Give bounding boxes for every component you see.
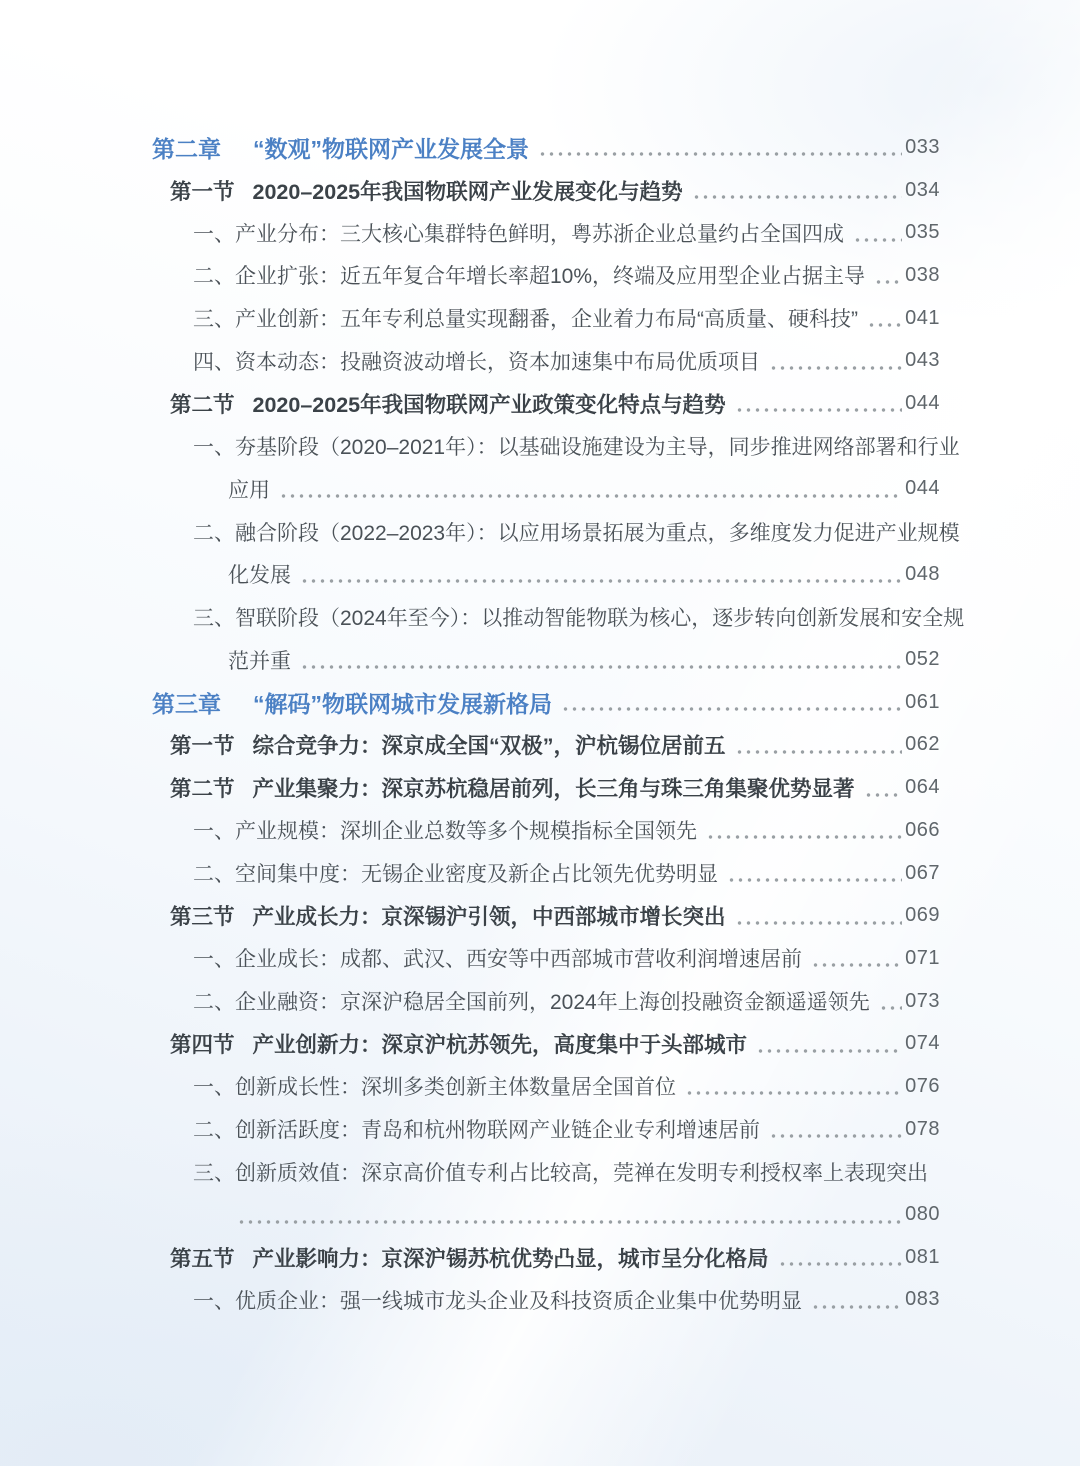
- toc-row-label: 第一节: [170, 734, 235, 759]
- toc-page-number: 035: [905, 221, 940, 244]
- toc-row-title: 三、创新质效值：深京高价值专利占比较高，莞禅在发明专利授权率上表现突出: [193, 1161, 928, 1185]
- toc-row-title: 一、夯基阶段（2020–2021年）：以基础设施建设为主导，同步推进网络部署和行业: [193, 436, 960, 460]
- toc-page-number: 043: [905, 349, 940, 372]
- toc-page-number: 048: [905, 562, 940, 585]
- toc-row-title: 化发展: [228, 564, 291, 588]
- toc-row: [152, 126, 940, 169]
- dot-leader: [727, 878, 902, 882]
- toc-page-number: 034: [905, 178, 940, 201]
- toc-row: [152, 809, 940, 852]
- toc-page-number: 074: [905, 1032, 940, 1055]
- dot-leader: [300, 579, 902, 583]
- toc-row: [152, 852, 940, 895]
- toc-row-title: 二、融合阶段（2022–2023年）：以应用场景拓展为重点，多维度发力促进产业规模: [193, 521, 960, 545]
- dot-leader: [756, 1049, 902, 1053]
- toc-row: [152, 510, 960, 553]
- toc-row-label: 第二章: [152, 135, 221, 162]
- toc-row: [152, 297, 940, 340]
- dot-leader: [279, 494, 902, 498]
- toc-row-title: 综合竞争力：深京成全国“双极”，沪杭锡位居前五: [252, 734, 726, 759]
- toc-row: [152, 766, 940, 809]
- toc-row-title: 三、产业创新：五年专利总量实现翻番，企业着力布局“高质量、硬科技”: [193, 308, 858, 332]
- toc-row-title: 二、企业扩张：近五年复合年增长率超10%，终端及应用型企业占据主导: [193, 265, 866, 289]
- toc-page-number: 067: [905, 861, 940, 884]
- toc-row: [152, 553, 940, 596]
- toc-row: [152, 1065, 940, 1108]
- toc-row-title: 一、创新成长性：深圳多类创新主体数量居全国首位: [193, 1076, 676, 1100]
- toc-row: [152, 425, 960, 468]
- toc-row-title: 产业创新力：深京沪杭苏领先，高度集中于头部城市: [252, 1033, 748, 1058]
- toc-row-title: 四、资本动态：投融资波动增长，资本加速集中布局优质项目: [193, 350, 760, 374]
- toc-row: [152, 681, 940, 724]
- dot-leader: [879, 1006, 902, 1010]
- toc-row-label: 第五节: [170, 1246, 235, 1271]
- toc-row-title: 应用: [228, 478, 270, 502]
- toc-row-label: 第三章: [152, 690, 221, 717]
- toc-row: [152, 596, 965, 639]
- dot-leader: [853, 238, 902, 242]
- toc-row-title: 一、产业分布：三大核心集群特色鲜明，粤苏浙企业总量约占全国四成: [193, 222, 844, 246]
- dot-leader: [706, 835, 902, 839]
- toc-row: [152, 1108, 940, 1151]
- toc-row: [152, 382, 940, 425]
- toc-row: [152, 1151, 940, 1194]
- toc-page-number: 073: [905, 989, 940, 1012]
- toc-row-title: 一、产业规模：深圳企业总数等多个规模指标全国领先: [193, 820, 697, 844]
- toc-row: [152, 339, 940, 382]
- dot-leader: [561, 707, 902, 711]
- toc-row: [152, 724, 940, 767]
- toc-row: [152, 468, 940, 511]
- toc-row-title: 二、空间集中度：无锡企业密度及新企占比领先优势明显: [193, 863, 718, 887]
- dot-leader: [811, 963, 902, 967]
- toc-row-title: 二、创新活跃度：青岛和杭州物联网产业链企业专利增速居前: [193, 1119, 760, 1143]
- toc-row-title: 二、企业融资：京深沪稳居全国前列，2024年上海创投融资金额遥遥领先: [193, 991, 870, 1015]
- dot-leader: [237, 1220, 902, 1224]
- toc-row: [152, 1022, 940, 1065]
- toc-row: [152, 894, 940, 937]
- toc-row: [152, 1193, 940, 1236]
- toc-row-title: 2020–2025年我国物联网产业发展变化与趋势: [252, 179, 683, 204]
- dot-leader: [867, 323, 902, 327]
- toc-row: [152, 638, 940, 681]
- toc-page-number: 061: [905, 690, 940, 713]
- toc-row-title: 一、优质企业：强一线城市龙头企业及科技资质企业集中优势明显: [193, 1289, 802, 1313]
- toc-page-number: 062: [905, 733, 940, 756]
- toc-row: [152, 211, 940, 254]
- dot-leader: [778, 1262, 903, 1266]
- dot-leader: [300, 665, 902, 669]
- toc-page-number: 076: [905, 1074, 940, 1097]
- dot-leader: [874, 280, 902, 284]
- toc-row-label: 第三节: [170, 905, 235, 930]
- dot-leader: [864, 793, 903, 797]
- toc-row: [152, 1236, 940, 1279]
- toc-row-title: “数观”物联网产业发展全景: [253, 135, 529, 162]
- toc-page-number: 044: [905, 477, 940, 500]
- toc-row-title: 三、智联阶段（2024年至今）：以推动智能物联为核心，逐步转向创新发展和安全规: [193, 606, 965, 630]
- toc-page-number: 069: [905, 904, 940, 927]
- toc-row: [152, 169, 940, 212]
- toc-row-label: 第二节: [170, 392, 235, 417]
- dot-leader: [685, 1091, 902, 1095]
- toc-row-title: 产业成长力：京深锡沪引领，中西部城市增长突出: [252, 905, 726, 930]
- toc-row-label: 第四节: [170, 1033, 235, 1058]
- toc-row: [152, 1279, 940, 1322]
- dot-leader: [538, 152, 902, 156]
- dot-leader: [811, 1305, 902, 1309]
- toc-page-number: 078: [905, 1117, 940, 1140]
- dot-leader: [769, 1134, 902, 1138]
- dot-leader: [692, 195, 902, 199]
- toc-row-label: 第一节: [170, 179, 235, 204]
- toc-row-title: 产业影响力：京深沪锡苏杭优势凸显，城市呈分化格局: [252, 1246, 769, 1271]
- toc-row-title: 范并重: [228, 649, 291, 673]
- dot-leader: [735, 921, 903, 925]
- toc-row-title: 产业集聚力：深京苏杭稳居前列，长三角与珠三角集聚优势显著: [252, 777, 855, 802]
- dot-leader: [735, 408, 902, 412]
- toc-page-number: 081: [905, 1245, 940, 1268]
- toc-page-number: 080: [905, 1203, 940, 1226]
- toc-row-title: “解码”物联网城市发展新格局: [253, 690, 552, 717]
- toc-page-number: 064: [905, 776, 940, 799]
- toc-page-number: 033: [905, 135, 940, 158]
- toc-page-number: 038: [905, 263, 940, 286]
- toc-page-number: 083: [905, 1288, 940, 1311]
- dot-leader: [769, 366, 902, 370]
- toc-page-number: 044: [905, 391, 940, 414]
- toc-row-label: 第二节: [170, 777, 235, 802]
- toc-row-title: 2020–2025年我国物联网产业政策变化特点与趋势: [252, 392, 726, 417]
- toc-row-title: 一、企业成长：成都、武汉、西安等中西部城市营收利润增速居前: [193, 948, 802, 972]
- toc-row: [152, 254, 940, 297]
- toc-page-number: 071: [905, 946, 940, 969]
- toc-list: [152, 126, 965, 1321]
- dot-leader: [735, 750, 903, 754]
- toc-page-number: 041: [905, 306, 940, 329]
- toc-page-number: 052: [905, 648, 940, 671]
- toc-page-number: 066: [905, 818, 940, 841]
- toc-row: [152, 980, 940, 1023]
- toc-row: [152, 937, 940, 980]
